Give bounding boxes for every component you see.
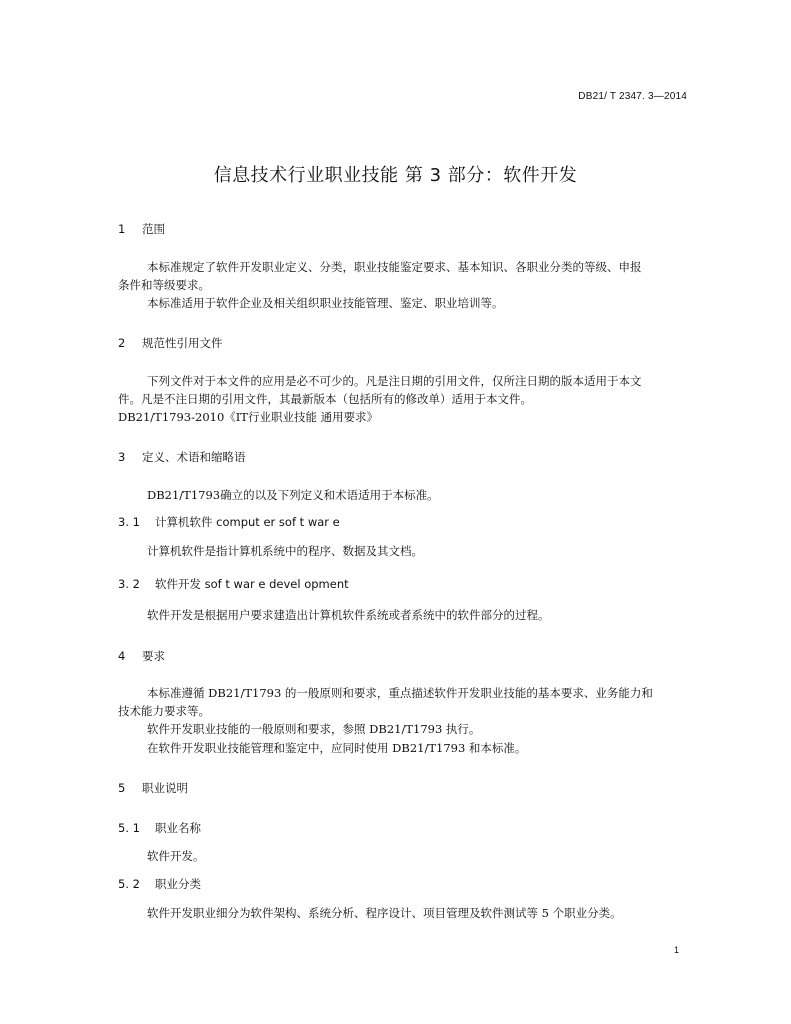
section-title: 软件开发 sof t war e devel opment — [155, 577, 349, 591]
section-3-heading — [118, 449, 246, 465]
subsection-5-2-heading — [118, 876, 201, 892]
section-5-heading — [118, 780, 188, 796]
section-number: 3. 2 — [118, 577, 140, 591]
section-number: 3. 1 — [118, 515, 140, 529]
section-4-heading — [118, 648, 165, 664]
section-number: 5 — [118, 781, 126, 795]
section-title: 规范性引用文件 — [142, 336, 223, 350]
subsection-3-2-heading — [118, 576, 349, 592]
section-title: 职业说明 — [142, 781, 188, 795]
paragraph: 本标准遵循 DB21/T1793 的一般原则和要求，重点描述软件开发职业技能的基本要求、业务能力和 — [147, 686, 653, 700]
paragraph: 软件开发职业细分为软件架构、系统分析、程序设计、项目管理及软件测试等 5 个职业分类。 — [147, 906, 622, 920]
section-number: 5. 2 — [118, 877, 140, 891]
section-number: 4 — [118, 649, 126, 663]
paragraph: 软件开发是根据用户要求建造出计算机软件系统或者系统中的软件部分的过程。 — [147, 608, 550, 622]
section-number: 2 — [118, 336, 126, 350]
paragraph: 技术能力要求等。 — [118, 704, 210, 718]
paragraph: 件。凡是不注日期的引用文件，其最新版本（包括所有的修改单）适用于本文件。 — [118, 392, 532, 406]
section-1-heading — [118, 221, 165, 237]
paragraph: 计算机软件是指计算机系统中的程序、数据及其文档。 — [147, 544, 423, 558]
section-title: 计算机软件 comput er sof t war e — [155, 515, 340, 529]
document-id-header: DB21/ T 2347. 3—2014 — [578, 91, 687, 102]
paragraph: 在软件开发职业技能管理和鉴定中，应同时使用 DB21/T1793 和本标准。 — [147, 741, 527, 755]
section-title: 职业分类 — [155, 877, 201, 891]
paragraph: 软件开发。 — [147, 849, 205, 863]
section-number: 1 — [118, 222, 126, 236]
subsection-5-1-heading — [118, 820, 201, 836]
paragraph: DB21/T1793确立的以及下列定义和术语适用于本标准。 — [147, 488, 439, 502]
section-title: 定义、术语和缩略语 — [142, 450, 246, 464]
section-title: 职业名称 — [155, 821, 201, 835]
paragraph: 本标准适用于软件企业及相关组织职业技能管理、鉴定、职业培训等。 — [147, 296, 504, 310]
section-number: 3 — [118, 450, 126, 464]
section-2-heading — [118, 335, 223, 351]
paragraph: 条件和等级要求。 — [118, 278, 210, 292]
paragraph: 软件开发职业技能的一般原则和要求，参照 DB21/T1793 执行。 — [147, 722, 481, 736]
section-title: 范围 — [142, 222, 165, 236]
normative-reference: DB21/T1793-2010《IT行业职业技能 通用要求》 — [118, 410, 379, 424]
paragraph: 下列文件对于本文件的应用是必不可少的。凡是注日期的引用文件，仅所注日期的版本适用于本文 — [147, 374, 642, 388]
page-number: 1 — [673, 945, 679, 955]
section-title: 要求 — [142, 649, 165, 663]
subsection-3-1-heading — [118, 514, 340, 530]
section-number: 5. 1 — [118, 821, 140, 835]
paragraph: 本标准规定了软件开发职业定义、分类，职业技能鉴定要求、基本知识、各职业分类的等级、申报 — [147, 260, 642, 274]
document-title: 信息技术行业职业技能 第 3 部分：软件开发 — [213, 165, 578, 186]
